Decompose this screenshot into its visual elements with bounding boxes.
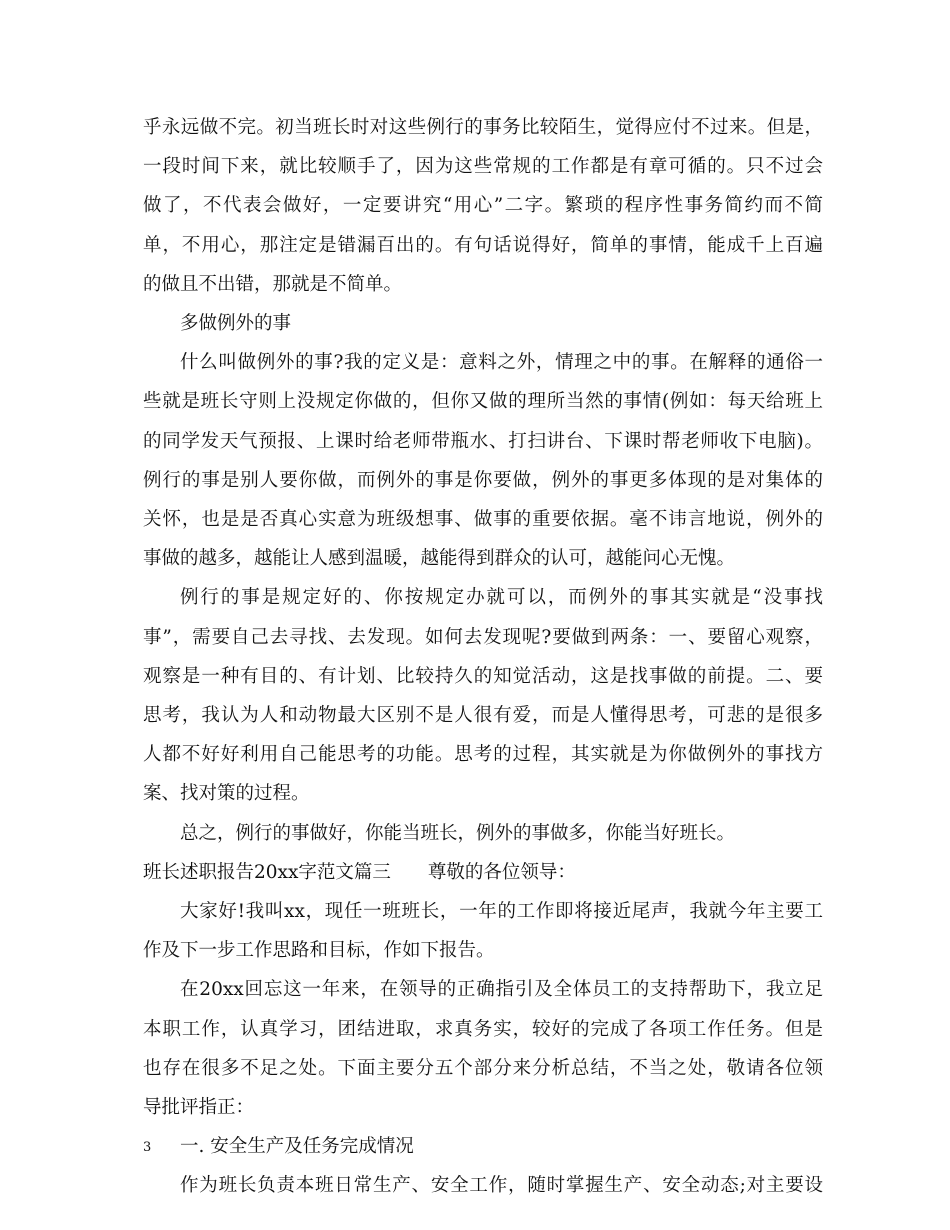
text-line: 作及下一步工作思路和目标，作如下报告。 xyxy=(143,940,495,961)
text-line: 案、找对策的过程。 xyxy=(143,783,310,804)
text-line: 一段时间下来，就比较顺手了，因为这些常规的工作都是有章可循的。只不过会 xyxy=(143,156,823,177)
text-line: 也存在很多不足之处。下面主要分五个部分来分析总结，不当之处，敬请各位领 xyxy=(143,1058,823,1079)
report-title-line: 班长述职报告20xx字范文篇三 尊敬的各位领导： xyxy=(143,862,576,883)
text-line: 观察是一种有目的、有计划、比较持久的知觉活动，这是找事做的前提。二、要 xyxy=(143,666,823,687)
text-line: 人都不好好利用自己能思考的功能。思考的过程，其实就是为你做例外的事找方 xyxy=(143,744,823,765)
text-line: 些就是班长守则上没规定你做的，但你又做的理所当然的事情(例如：每天给班上 xyxy=(143,391,823,412)
text-line: 大家好!我叫xx，现任一班班长，一年的工作即将接近尾声，我就今年主要工 xyxy=(180,901,823,922)
section-heading: 多做例外的事 xyxy=(180,313,292,334)
text-line: 作为班长负责本班日常生产、安全工作，随时掌握生产、安全动态;对主要设 xyxy=(180,1175,823,1196)
text-line: 思考，我认为人和动物最大区别不是人很有爱，而是人懂得思考，可悲的是很多 xyxy=(143,705,823,726)
text-line: 事”，需要自己去寻找、去发现。如何去发现呢?要做到两条：一、要留心观察， xyxy=(143,627,823,648)
text-line: 的做且不出错，那就是不简单。 xyxy=(143,274,403,295)
page-number: 3 xyxy=(143,1140,152,1155)
text-line: 事做的越多，越能让人感到温暖，越能得到群众的认可，越能问心无愧。 xyxy=(143,548,736,569)
text-line: 的同学发天气预报、上课时给老师带瓶水、打扫讲台、下课时帮老师收下电脑)。 xyxy=(143,431,823,452)
text-line: 单，不用心，那注定是错漏百出的。有句话说得好，简单的事情，能成千上百遍 xyxy=(143,235,823,256)
text-line: 在20xx回忘这一年来，在领导的正确指引及全体员工的支持帮助下，我立足 xyxy=(180,979,823,1000)
text-line: 关怀，也是是否真心实意为班级想事、做事的重要依据。毫不讳言地说，例外的 xyxy=(143,509,823,530)
text-line: 本职工作，认真学习，团结进取，求真务实，较好的完成了各项工作任务。但是 xyxy=(143,1019,823,1040)
text-line: 例行的事是规定好的、你按规定办就可以，而例外的事其实就是“没事找 xyxy=(180,587,823,608)
text-line: 乎永远做不完。初当班长时对这些例行的事务比较陌生，觉得应付不过来。但是， xyxy=(143,117,823,138)
text-line: 什么叫做例外的事?我的定义是：意料之外，情理之中的事。在解释的通俗一 xyxy=(180,352,823,373)
text-line: 总之，例行的事做好，你能当班长，例外的事做多，你能当好班长。 xyxy=(180,823,736,844)
section-heading: 一. 安全生产及任务完成情况 xyxy=(180,1136,414,1157)
text-line: 导批评指正： xyxy=(143,1097,255,1118)
text-line: 做了，不代表会做好，一定要讲究“用心”二字。繁琐的程序性事务简约而不简 xyxy=(143,195,823,216)
text-line: 例行的事是别人要你做，而例外的事是你要做，例外的事更多体现的是对集体的 xyxy=(143,470,823,491)
